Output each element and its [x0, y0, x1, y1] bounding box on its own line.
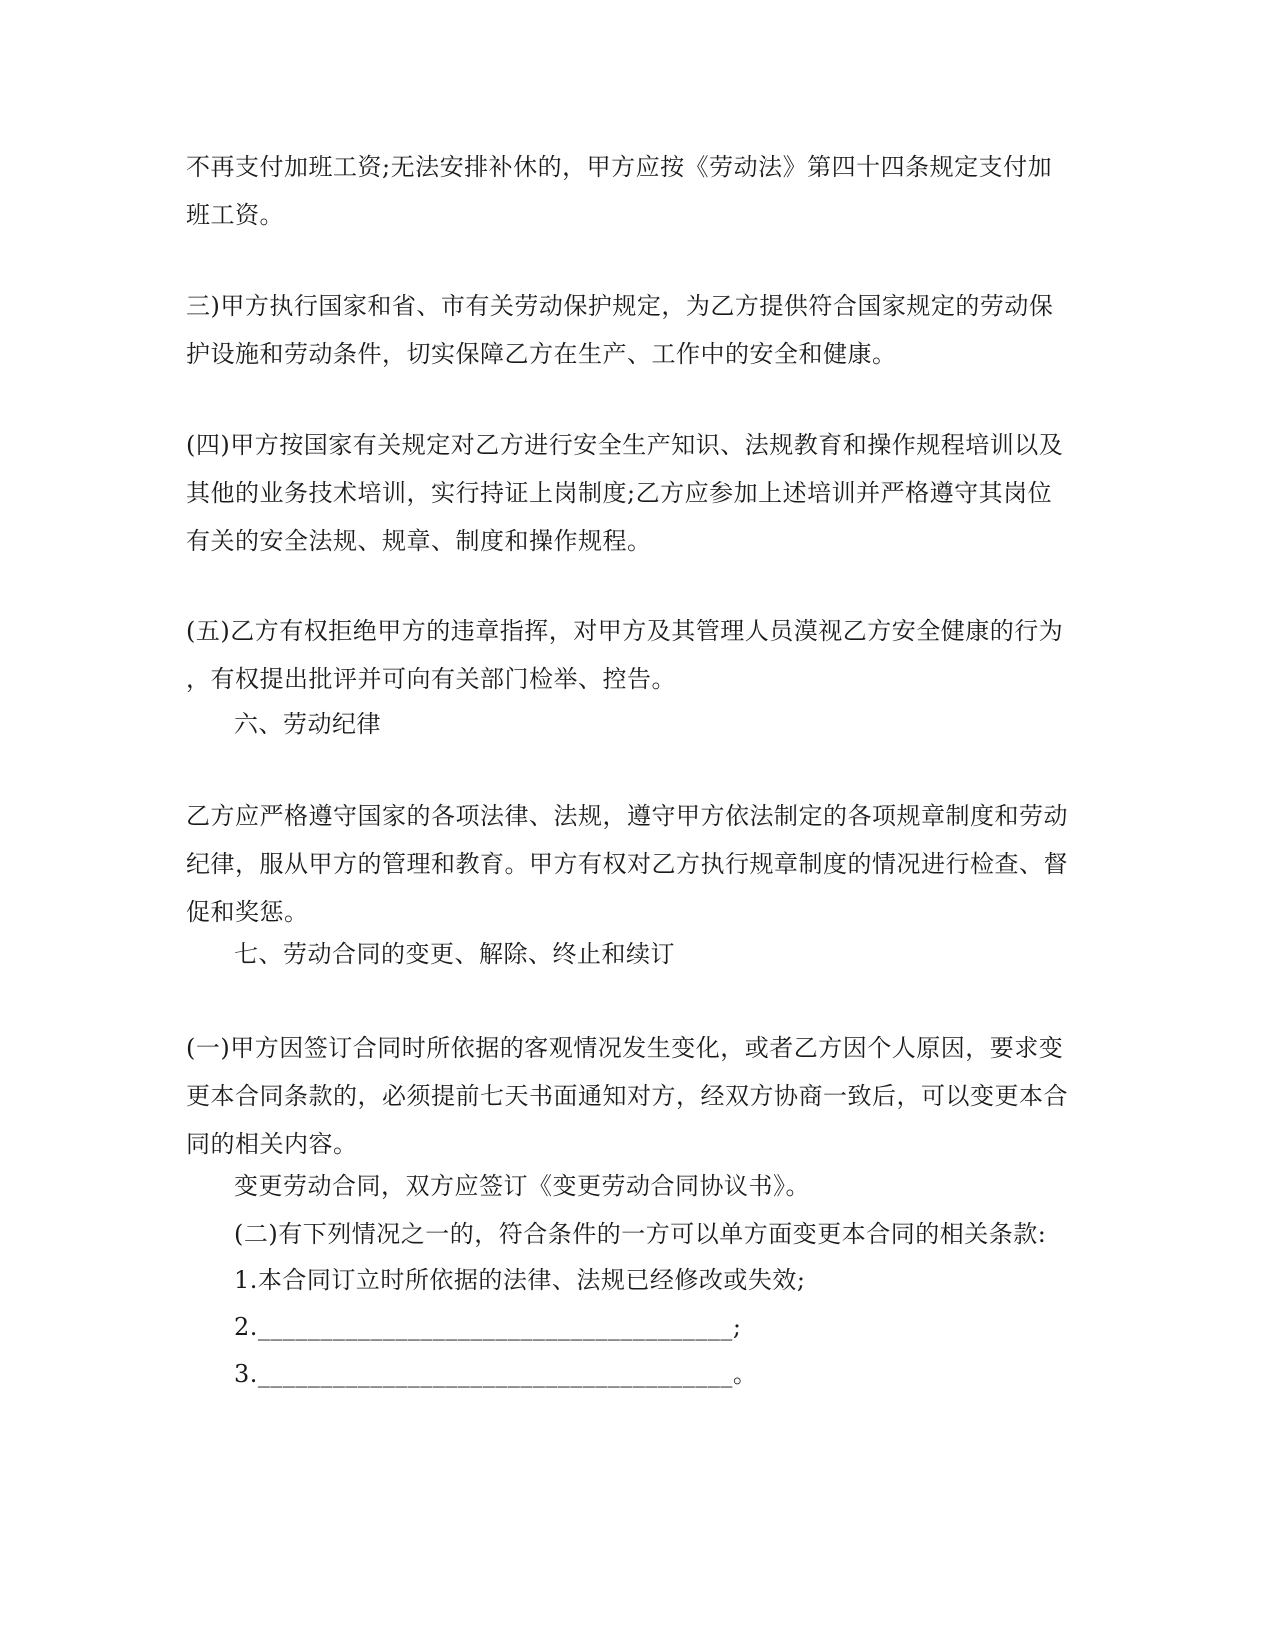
text-line: 有关的安全法规、规章、制度和操作规程。	[186, 527, 652, 555]
text-line: 纪律，服从甲方的管理和教育。甲方有权对乙方执行规章制度的情况进行检查、督	[186, 850, 1068, 878]
text-line: (五)乙方有权拒绝甲方的违章指挥，对甲方及其管理人员漠视乙方安全健康的行为	[186, 617, 1064, 645]
text-line: 3.______________________________________。	[234, 1360, 758, 1388]
text-line: 乙方应严格遵守国家的各项法律、法规，遵守甲方依法制定的各项规章制度和劳动	[186, 802, 1068, 830]
list-item-2-blank	[234, 1303, 1134, 1351]
paragraph-change-agreement	[234, 1162, 1134, 1210]
heading-line: 六、劳动纪律	[234, 710, 381, 738]
section-heading-labor-discipline	[234, 700, 1134, 748]
text-line: 其他的业务技术培训，实行持证上岗制度;乙方应参加上述培训并严格遵守其岗位	[186, 479, 1053, 507]
list-item-3-blank	[234, 1350, 1134, 1398]
text-line: ，有权提出批评并可向有关部门检举、控告。	[186, 665, 676, 693]
text-line: (四)甲方按国家有关规定对乙方进行安全生产知识、法规教育和操作规程培训以及	[186, 431, 1064, 459]
paragraph-overtime-pay	[186, 143, 1086, 239]
paragraph-safety-training	[186, 421, 1086, 565]
heading-line: 七、劳动合同的变更、解除、终止和续订	[234, 940, 675, 968]
text-line: 不再支付加班工资;无法安排补休的，甲方应按《劳动法》第四十四条规定支付加	[186, 153, 1053, 181]
text-line: 更本合同条款的，必须提前七天书面通知对方，经双方协商一致后，可以变更本合	[186, 1082, 1068, 1110]
text-line: 三)甲方执行国家和省、市有关劳动保护规定，为乙方提供符合国家规定的劳动保	[186, 292, 1054, 320]
paragraph-contract-change-notice	[186, 1024, 1086, 1168]
paragraph-unilateral-change	[234, 1210, 1134, 1258]
text-line: 班工资。	[186, 201, 284, 229]
paragraph-discipline-rules	[186, 792, 1086, 936]
text-line: 护设施和劳动条件，切实保障乙方在生产、工作中的安全和健康。	[186, 340, 897, 368]
text-line: 促和奖惩。	[186, 898, 309, 926]
text-line: (二)有下列情况之一的，符合条件的一方可以单方面变更本合同的相关条款:	[234, 1220, 1047, 1248]
text-line: 2.______________________________________;	[234, 1313, 742, 1341]
paragraph-labor-protection	[186, 282, 1086, 378]
section-heading-contract-change	[234, 930, 1134, 978]
text-line: 1.本合同订立时所依据的法律、法规已经修改或失效;	[234, 1266, 806, 1294]
paragraph-refuse-violations	[186, 607, 1086, 703]
text-line: (一)甲方因签订合同时所依据的客观情况发生变化，或者乙方因个人原因，要求变	[186, 1034, 1064, 1062]
text-line: 同的相关内容。	[186, 1130, 358, 1158]
text-line: 变更劳动合同，双方应签订《变更劳动合同协议书》。	[234, 1172, 810, 1200]
list-item-1	[234, 1256, 1134, 1304]
